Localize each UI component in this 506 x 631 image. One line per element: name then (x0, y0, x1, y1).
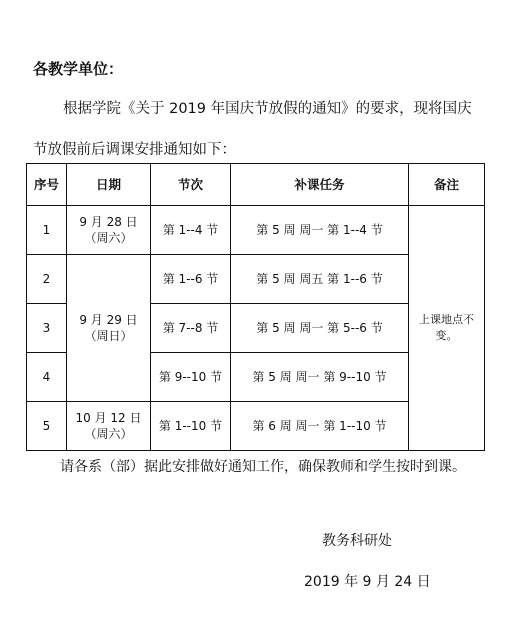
cell-no: 1 (27, 206, 67, 255)
cell-task: 第 5 周 周一 第 1--4 节 (231, 206, 409, 255)
cell-task: 第 5 周 周一 第 5--6 节 (231, 304, 409, 353)
intro-line-1: 根据学院《关于 2019 年国庆节放假的通知》的要求，现将国庆 (63, 101, 472, 117)
header-note: 备注 (409, 164, 485, 206)
table-row (27, 206, 485, 255)
date-line-1: 9 月 28 日 (79, 215, 138, 229)
cell-date (67, 402, 151, 451)
schedule-table (26, 163, 485, 451)
cell-no: 5 (27, 402, 67, 451)
date-line-2: （周日） (84, 329, 133, 343)
header-period: 节次 (151, 164, 231, 206)
salutation: 各教学单位： (33, 60, 124, 78)
cell-no: 3 (27, 304, 67, 353)
cell-no: 2 (27, 255, 67, 304)
cell-period: 第 1--6 节 (151, 255, 231, 304)
date-line-2: （周六） (84, 231, 133, 245)
cell-note (409, 206, 485, 451)
cell-date-merged (67, 255, 151, 402)
cell-no: 4 (27, 353, 67, 402)
table-header-row (27, 164, 485, 206)
intro-paragraph (33, 98, 488, 161)
intro-line-2: 节放假前后调课安排通知如下： (33, 142, 236, 158)
cell-date (67, 206, 151, 255)
header-date: 日期 (67, 164, 151, 206)
cell-period: 第 9--10 节 (151, 353, 231, 402)
date-line-1: 9 月 29 日 (79, 313, 138, 327)
date-line-2: （周六） (84, 427, 133, 441)
cell-task: 第 5 周 周五 第 1--6 节 (231, 255, 409, 304)
header-no: 序号 (27, 164, 67, 206)
closing-line: 请各系（部）据此安排做好通知工作，确保教师和学生按时到课。 (60, 459, 466, 475)
signature-department: 教务科研处 (322, 533, 392, 549)
cell-task: 第 5 周 周一 第 9--10 节 (231, 353, 409, 402)
cell-period: 第 1--4 节 (151, 206, 231, 255)
header-task: 补课任务 (231, 164, 409, 206)
cell-period: 第 7--8 节 (151, 304, 231, 353)
note-text: 上课地点不变。 (419, 313, 474, 342)
signature-date: 2019 年 9 月 24 日 (304, 574, 431, 590)
date-line-1: 10 月 12 日 (75, 411, 142, 425)
cell-task: 第 6 周 周一 第 1--10 节 (231, 402, 409, 451)
cell-period: 第 1--10 节 (151, 402, 231, 451)
